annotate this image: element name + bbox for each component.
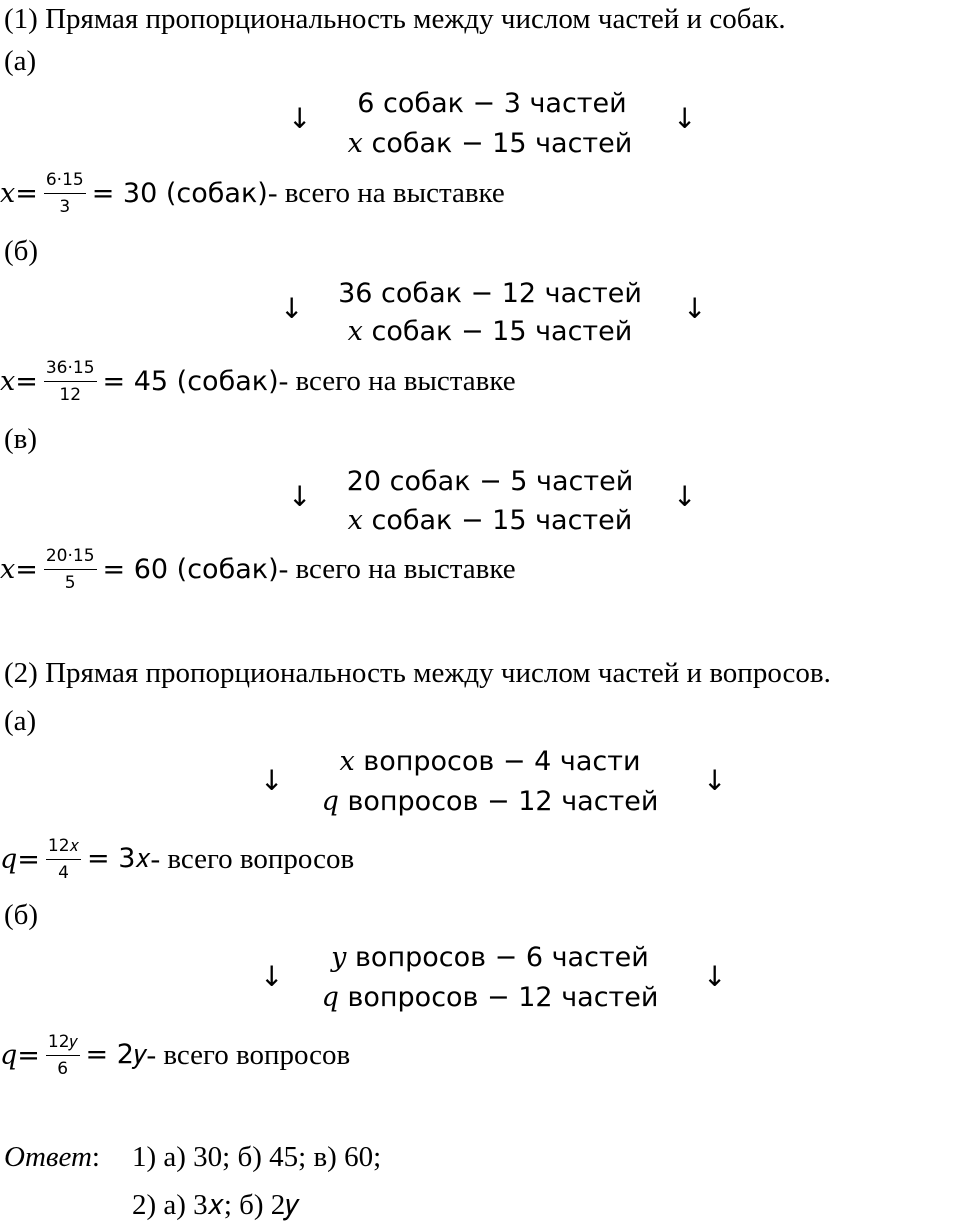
part2-b-label: (б) — [4, 899, 39, 931]
part1-a-line2: 𝑥 собак − 15 частей — [347, 128, 633, 159]
down-arrow-icon: ↓ — [260, 960, 284, 993]
part1-c-line2: 𝑥 собак − 15 частей — [347, 505, 633, 536]
answer-line-2: 2) а) 3𝑥; б) 2𝑦 — [132, 1189, 299, 1221]
down-arrow-icon: ↓ — [703, 960, 727, 993]
part1-b-line2: 𝑥 собак − 15 частей — [347, 316, 633, 347]
down-arrow-icon: ↓ — [673, 480, 697, 513]
part1-b-line1: 36 собак − 12 частей — [338, 278, 642, 309]
fraction: $\frac{36\cdot 15}{12}$ — [45, 357, 95, 405]
fraction: $\frac{20\cdot 15}{5}$ — [45, 545, 95, 593]
fraction: $\frac{\text{12𝑥}}{4}$ — [47, 835, 80, 883]
part1-heading: (1) Прямая пропорциональность между числом частей и собак. — [4, 3, 786, 35]
part1-b-label: (б) — [4, 235, 39, 267]
part2-a-label: (а) — [4, 705, 37, 737]
down-arrow-icon: ↓ — [280, 292, 304, 325]
part2-b-line2: 𝑞 вопросов − 12 частей — [321, 982, 659, 1013]
part2-a-formula: 𝑞 = $\frac{\text{12𝑥}}{4}$ = 3𝑥 - всего вопросов — [0, 835, 355, 883]
part1-b-formula: 𝑥 = $\frac{36\cdot 15}{12}$ = 45 (собак) - всего на выставке — [0, 357, 516, 405]
down-arrow-icon: ↓ — [683, 292, 707, 325]
part1-a-formula: 𝑥 = $\frac{6\cdot 15}{3}$ = 30 (собак) - всего на выставке — [0, 169, 505, 217]
part2-a-line2: 𝑞 вопросов − 12 частей — [321, 786, 659, 817]
part2-b-line1: 𝑦 вопросов − 6 частей — [331, 942, 649, 973]
answer-line-1: 1) а) 30; б) 45; в) 60; — [132, 1141, 382, 1173]
down-arrow-icon: ↓ — [288, 102, 312, 135]
part1-c-formula: 𝑥 = $\frac{20\cdot 15}{5}$ = 60 (собак) - всего на выставке — [0, 545, 516, 593]
down-arrow-icon: ↓ — [703, 764, 727, 797]
answer-label: Ответ: — [4, 1141, 100, 1173]
part1-a-label: (а) — [4, 45, 37, 77]
part2-a-line1: 𝑥 вопросов − 4 части — [339, 746, 641, 777]
fraction: $\frac{\text{12𝑦}}{6}$ — [47, 1031, 78, 1079]
part1-a-line1: 6 собак − 3 частей — [357, 88, 627, 119]
part2-heading: (2) Прямая пропорциональность между числом частей и вопросов. — [4, 657, 831, 689]
part1-c-line1: 20 собак − 5 частей — [346, 466, 634, 497]
down-arrow-icon: ↓ — [673, 102, 697, 135]
part1-c-label: (в) — [4, 423, 38, 455]
down-arrow-icon: ↓ — [288, 480, 312, 513]
fraction: $\frac{6\cdot 15}{3}$ — [45, 169, 84, 217]
down-arrow-icon: ↓ — [260, 764, 284, 797]
part2-b-formula: 𝑞 = $\frac{\text{12𝑦}}{6}$ = 2𝑦 - всего вопросов — [0, 1031, 351, 1079]
